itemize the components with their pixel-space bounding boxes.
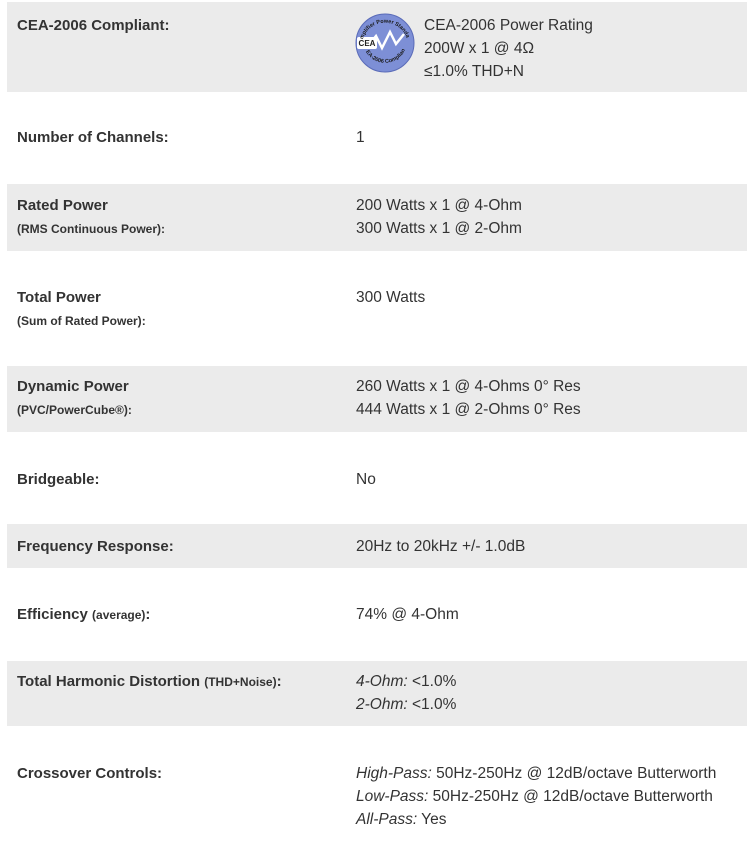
cea-rating-title: CEA-2006 Power Rating (424, 17, 593, 34)
spec-value: 300 Watts (356, 289, 426, 306)
cea-rating-power: 200W x 1 @ 4Ω (424, 40, 535, 57)
spec-value (347, 14, 747, 92)
spec-label: Rated Power (RMS Continuous Power): (17, 197, 165, 236)
spec-row-crossover (7, 726, 747, 858)
spec-row-frequency-response (7, 524, 747, 568)
spec-label: Total Harmonic Distortion (THD+Noise): (17, 673, 282, 690)
spec-value: High-Pass: 50Hz-250Hz @ 12dB/octave Butterworth Low-Pass: 50Hz-250Hz @ 12dB/octave Butterworth All-Pass: Yes (356, 765, 717, 828)
spec-label: Total Power (Sum of Rated Power): (17, 289, 146, 328)
spec-label: Dynamic Power (PVC/PowerCube®): (17, 378, 132, 417)
spec-row-total-power (7, 251, 747, 366)
spec-value: 4-Ohm: <1.0% 2-Ohm: <1.0% (356, 673, 457, 713)
svg-text:CEA: CEA (358, 39, 376, 48)
spec-value: 260 Watts x 1 @ 4-Ohms 0° Res 444 Watts x 1 @ 2-Ohms 0° Res (356, 378, 581, 418)
spec-row-bridgeable (7, 432, 747, 524)
spec-label: Bridgeable: (17, 471, 100, 488)
svg-text:Amplifier Power Standard: mplifier Power Standa (359, 18, 411, 41)
svg-text:CEA-2006 Compliant: EA-2006 Complian (364, 47, 407, 65)
spec-label: Frequency Response: (17, 538, 174, 555)
spec-label: Efficiency (average): (17, 606, 151, 623)
spec-value: 74% @ 4-Ohm (356, 606, 459, 623)
cea-rating-thd: ≤1.0% THD+N (424, 63, 524, 80)
spec-row-rated-power (7, 184, 747, 251)
spec-row-thd (7, 661, 747, 726)
spec-label: Number of Channels: (17, 129, 169, 146)
spec-value: 1 (356, 129, 365, 146)
spec-row-dynamic-power (7, 366, 747, 432)
spec-value: No (356, 471, 376, 488)
spec-row-cea (7, 2, 747, 92)
spec-row-efficiency (7, 568, 747, 661)
cea-2006-logo-icon (354, 12, 416, 74)
spec-value: 20Hz to 20kHz +/- 1.0dB (356, 538, 526, 555)
spec-label: CEA-2006 Compliant: (17, 17, 170, 34)
spec-label: Crossover Controls: (17, 765, 163, 782)
spec-table (7, 2, 747, 858)
spec-row-channels (7, 92, 747, 184)
spec-value: 200 Watts x 1 @ 4-Ohm 300 Watts x 1 @ 2-Ohm (356, 197, 522, 237)
